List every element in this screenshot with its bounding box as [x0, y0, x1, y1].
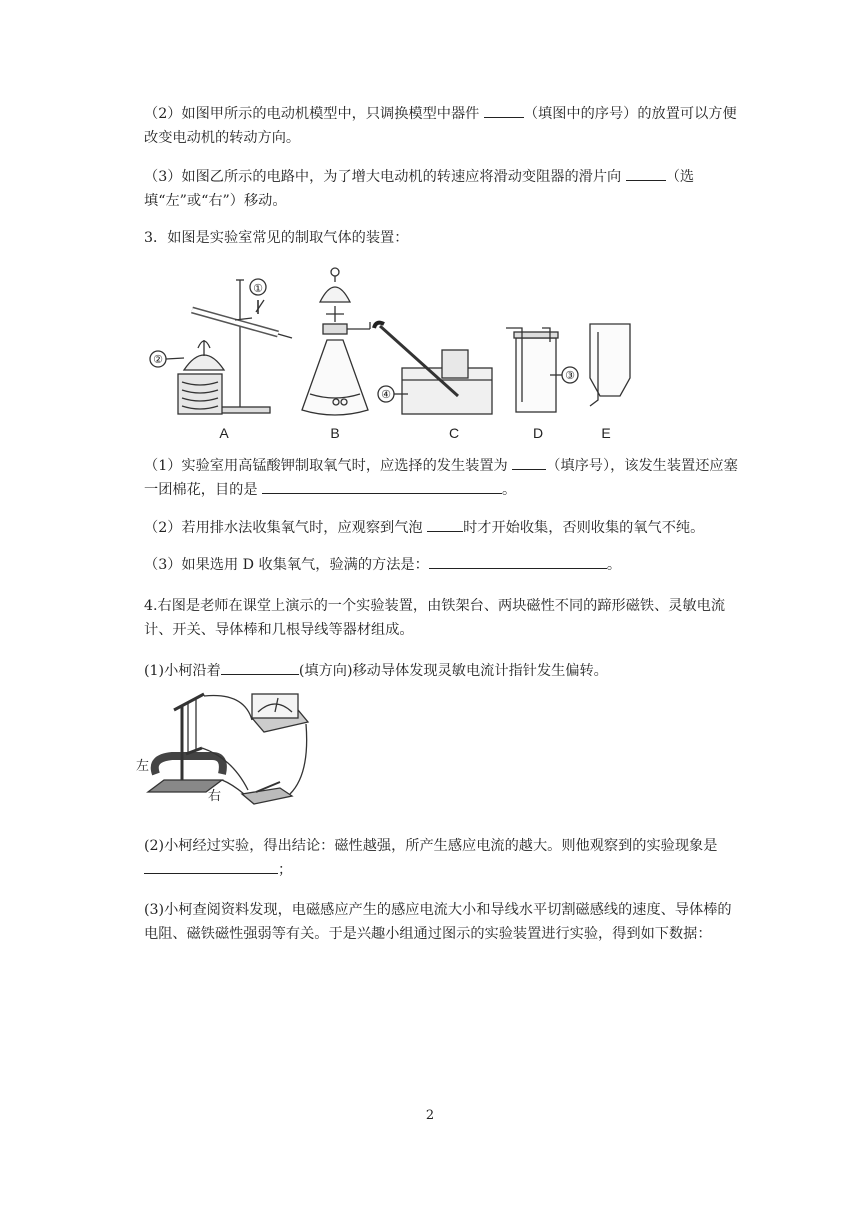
- q4-title: 4.右图是老师在课堂上演示的一个实验装置，由铁架台、两块磁性不同的蹄形磁铁、灵敏电流计、开关、导体棒和几根导线等器材组成。: [144, 598, 726, 638]
- answer-blank[interactable]: [512, 455, 546, 470]
- label-c: C: [448, 425, 460, 441]
- label-circle-3: ③: [565, 370, 575, 382]
- label-d: D: [532, 425, 544, 441]
- q3-part2: （2）若用排水法收集氧气时，应观察到气泡 时才开始收集，否则收集的氧气不纯。: [144, 516, 740, 540]
- q4-part1: (1)小柯沿着 (填方向)移动导体发现灵敏电流计指针发生偏转。: [144, 659, 740, 683]
- label-left: 左: [136, 759, 150, 774]
- gas-apparatus-figure: [140, 262, 650, 444]
- label-right: 右: [208, 789, 222, 804]
- q3-title: 3．如图是实验室常见的制取气体的装置：: [144, 230, 409, 246]
- q4-part2: (2)小柯经过实验，得出结论：磁性越强，所产生感应电流的越大。则他观察到的实验现象是；: [144, 838, 718, 878]
- answer-blank[interactable]: [144, 859, 278, 874]
- answer-blank[interactable]: [221, 660, 299, 675]
- label-a: A: [219, 425, 229, 441]
- q3-part1: （1）实验室用高锰酸钾制取氧气时，应选择的发生装置为 （填序号），该发生装置还应塞一团棉花，目的是 。: [144, 454, 740, 502]
- q3-part3: （3）如果选用 D 收集氧气，验满的方法是： 。: [144, 553, 740, 577]
- q2-part3: （3）如图乙所示的电路中，为了增大电动机的转速应将滑动变阻器的滑片向 （选填“左”或“右”）移动。: [144, 165, 740, 213]
- answer-blank[interactable]: [484, 103, 524, 118]
- answer-blank[interactable]: [429, 554, 607, 569]
- label-e: E: [601, 425, 611, 441]
- q2-part2: （2）如图甲所示的电动机模型中，只调换模型中器件 （填图中的序号）的放置可以方便改变电动机的转动方向。: [144, 102, 740, 150]
- answer-blank[interactable]: [427, 517, 463, 532]
- label-circle-4: ④: [381, 389, 391, 401]
- q4-part3: (3)小柯查阅资料发现，电磁感应产生的感应电流大小和导线水平切割磁感线的速度、导体棒的电阻、磁铁磁性强弱等有关。于是兴趣小组通过图示的实验装置进行实验，得到如下数据：: [144, 902, 732, 942]
- label-b: B: [330, 425, 340, 441]
- induction-experiment-figure: [130, 688, 320, 812]
- page-number: 2: [425, 1108, 435, 1123]
- answer-blank[interactable]: [626, 166, 666, 181]
- label-circle-2: ②: [153, 354, 163, 366]
- answer-blank[interactable]: [262, 479, 502, 494]
- label-circle-1: ①: [253, 283, 263, 295]
